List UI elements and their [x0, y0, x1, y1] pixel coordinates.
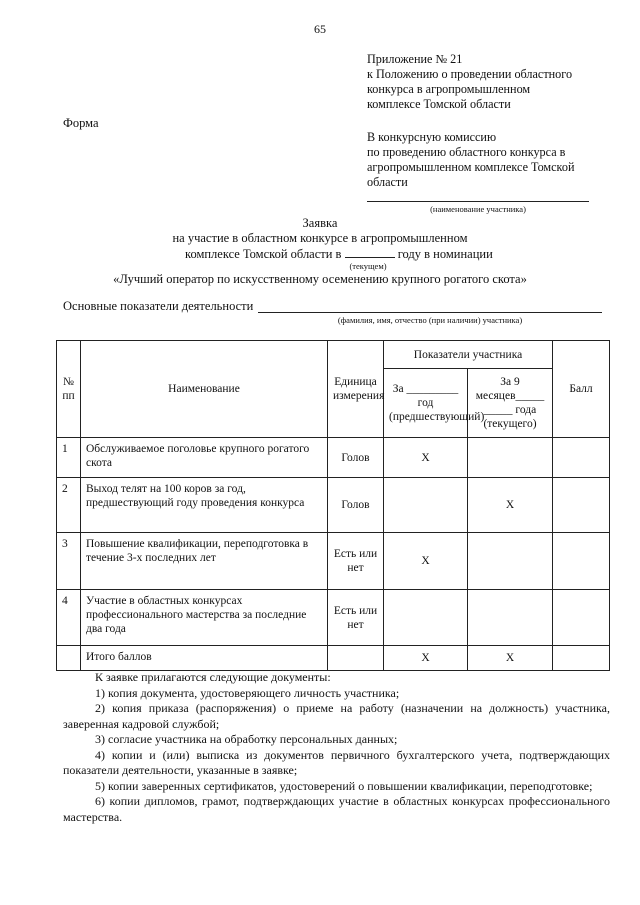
- row-prev-value[interactable]: [384, 590, 468, 646]
- current-caption: (текущем): [349, 261, 387, 271]
- header-score: Балл: [553, 341, 610, 438]
- total-prev-value[interactable]: X: [384, 646, 468, 671]
- table-row: [57, 438, 610, 478]
- total-label: Итого баллов: [81, 646, 328, 671]
- document-item: 5) копии заверенных сертификатов, удостоверений о повышении квалификации, переподготовке;: [95, 778, 593, 793]
- row-name: Обслуживаемое поголовье крупного рогатого скота: [81, 438, 328, 478]
- page-number: 65: [314, 22, 326, 36]
- row-unit: Голов: [328, 478, 384, 533]
- header-prev-year: За _________ год (предшествующий): [384, 369, 468, 438]
- addressee-line: по проведению областного конкурса в: [367, 145, 566, 159]
- document-item: 6) копии дипломов, грамот, подтверждающих участие в областных конкурсах профессионального мастерства.: [63, 794, 610, 824]
- appendix-line: конкурса в агропромышленном: [367, 82, 531, 96]
- header-unit: Единица измерения: [328, 341, 384, 438]
- row-prev-value[interactable]: [384, 478, 468, 533]
- row-score[interactable]: [553, 478, 610, 533]
- row-unit: Есть или нет: [328, 590, 384, 646]
- participant-name-line[interactable]: [367, 201, 589, 202]
- total-cur-value[interactable]: X: [468, 646, 553, 671]
- header-name: Наименование: [81, 341, 328, 438]
- row-unit: Голов: [328, 438, 384, 478]
- row-cur-value[interactable]: [468, 590, 553, 646]
- addressee-line: агропромышленном комплексе Томской: [367, 160, 575, 174]
- nomination-title: «Лучший оператор по искусственному осеменению крупного рогатого скота»: [113, 272, 527, 286]
- row-prev-value[interactable]: X: [384, 533, 468, 590]
- appendix-line: к Положению о проведении областного: [367, 67, 573, 81]
- appendix-line: комплексе Томской области: [367, 97, 511, 111]
- participant-fio-line[interactable]: [258, 312, 602, 313]
- addressee-line: области: [367, 175, 408, 189]
- total-score[interactable]: [553, 646, 610, 671]
- table-row: [57, 533, 610, 590]
- year-blank[interactable]: [345, 246, 395, 258]
- total-unit: [328, 646, 384, 671]
- row-name: Выход телят на 100 коров за год, предшествующий году проведения конкурса: [81, 478, 328, 533]
- row-unit: Есть или нет: [328, 533, 384, 590]
- table-row: [57, 478, 610, 533]
- application-line-2: [185, 246, 515, 262]
- participant-caption: (наименование участника): [430, 204, 526, 214]
- application-text: комплексе Томской области в: [185, 247, 342, 261]
- total-num: [57, 646, 81, 671]
- appendix-header: [367, 52, 617, 112]
- row-score[interactable]: [553, 533, 610, 590]
- table-row: [57, 590, 610, 646]
- documents-intro: К заявке прилагаются следующие документы:: [95, 670, 331, 684]
- indicators-label: Основные показатели деятельности: [63, 299, 254, 313]
- row-cur-value[interactable]: [468, 438, 553, 478]
- document-item: 4) копии и (или) выписка из документов первичного бухгалтерского учета, подтверждающих показатели деятельности, указанные в заявке;: [63, 747, 610, 777]
- application-text: году в номинации: [397, 247, 493, 261]
- application-title: Заявка: [302, 216, 338, 230]
- fio-caption: (фамилия, имя, отчество (при наличии) участника): [337, 315, 523, 325]
- application-line: на участие в областном конкурсе в агропромышленном: [172, 231, 468, 245]
- addressee-block: [367, 130, 617, 190]
- row-num: 1: [57, 438, 81, 478]
- row-score[interactable]: [553, 590, 610, 646]
- table-total-row: [57, 646, 610, 671]
- document-item: 2) копия приказа (распоряжения) о приеме на работу (назначении на должность) участника, заверенная кадровой службой;: [63, 701, 610, 731]
- row-name: Участие в областных конкурсах профессионального мастерства за последние два года: [81, 590, 328, 646]
- row-score[interactable]: [553, 438, 610, 478]
- attached-documents: [63, 670, 610, 825]
- row-prev-value[interactable]: X: [384, 438, 468, 478]
- row-num: 4: [57, 590, 81, 646]
- row-name: Повышение квалификации, переподготовка в течение 3-х последних лет: [81, 533, 328, 590]
- addressee-line: В конкурсную комиссию: [367, 130, 497, 144]
- header-participant: Показатели участника: [384, 341, 553, 369]
- row-cur-value[interactable]: [468, 533, 553, 590]
- document-item: 1) копия документа, удостоверяющего личность участника;: [95, 685, 400, 700]
- row-num: 3: [57, 533, 81, 590]
- header-num: № пп: [57, 341, 81, 438]
- indicators-table: [56, 340, 610, 671]
- row-cur-value[interactable]: X: [468, 478, 553, 533]
- row-num: 2: [57, 478, 81, 533]
- header-nine-months: За 9 месяцев_____ _____ года (текущего): [468, 369, 553, 438]
- document-item: 3) согласие участника на обработку персональных данных;: [95, 732, 398, 746]
- appendix-line: Приложение № 21: [367, 52, 463, 66]
- form-label: Форма: [63, 116, 99, 130]
